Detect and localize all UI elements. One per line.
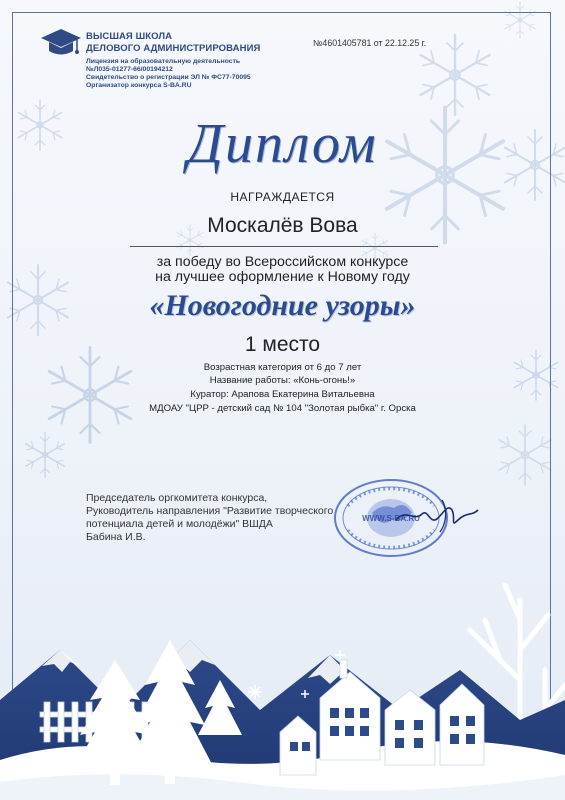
license-text: Лицензия на образовательную деятельность xyxy=(86,58,241,65)
winter-landscape xyxy=(0,560,565,800)
signature-icon xyxy=(392,490,482,540)
contest-name: «Новогодние узоры» xyxy=(149,289,416,322)
graduation-cap-icon xyxy=(40,27,82,59)
curator-name: Куратор: Арапова Екатерина Витальевна xyxy=(190,389,375,400)
license-number: №Л035-01277-66/00194212 xyxy=(86,66,173,73)
diploma-title: Диплом xyxy=(187,113,378,175)
contest-organizer: Организатор конкурса S-BA.RU xyxy=(86,82,192,89)
victory-text xyxy=(0,255,565,285)
organization-name xyxy=(86,31,260,54)
name-underline xyxy=(130,246,438,247)
signatory-title: Руководитель направления "Развитие творческого xyxy=(86,505,334,517)
victory-line: на лучшее оформление к Новому году xyxy=(155,269,410,285)
org-name-line: ВЫСШАЯ ШКОЛА xyxy=(86,31,173,42)
signatory-title: Председатель оргкомитета конкурса, xyxy=(86,492,268,504)
org-name-line: ДЕЛОВОГО АДМИНИСТРИРОВАНИЯ xyxy=(86,42,261,54)
document-number: №4601405781 от 22.12.25 г. xyxy=(313,38,427,48)
signatory-title: потенциала детей и молодёжи" ВШДА xyxy=(86,518,273,530)
victory-line: за победу во Всероссийском конкурсе xyxy=(156,254,409,270)
institution-name: МДОАУ "ЦРР - детский сад № 104 "Золотая рыбка" г. Орска xyxy=(149,403,416,414)
seal-url: WWW.S-BA.RU xyxy=(362,514,420,523)
place-award: 1 место xyxy=(244,333,321,356)
age-category: Возрастная категория от 6 до 7 лет xyxy=(203,362,362,373)
winner-name: Москалёв Вова xyxy=(207,214,358,237)
registration-certificate: Свидетельство о регистрации ЭЛ № ФС77-70095 xyxy=(86,74,251,81)
signatory-name: Бабина И.В. xyxy=(86,531,146,543)
awarded-label: НАГРАЖДАЕТСЯ xyxy=(230,190,335,204)
work-name: Название работы: «Конь-огонь!» xyxy=(209,375,356,386)
